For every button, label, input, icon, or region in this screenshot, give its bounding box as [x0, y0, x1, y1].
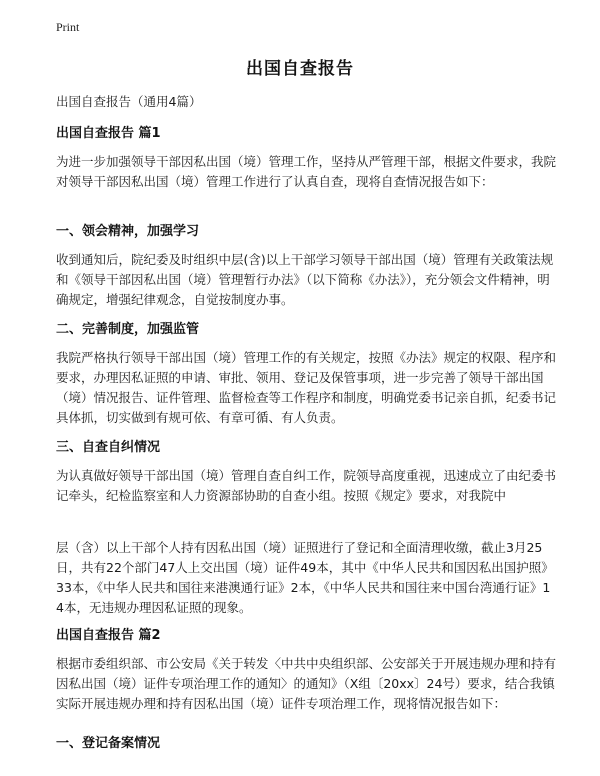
article1-section3-text1: 为认真做好领导干部出国（境）管理自查自纠工作，院领导高度重视，迅速成立了由纪委书记牵头，纪检监察室和人力资源部协助的自查小组。按照《规定》要求，对我院中: [56, 468, 557, 503]
article2-intro: 根据市委组织部、市公安局《关于转发〈中共中央组织部、公安部关于开展违规办理和持有因私出国（境）证件专项治理工作的通知〉的通知》（X组〔20xx〕24号）要求，结合我镇实际开展违规办理和持有因私出国（境）证件专项治理工作，现将情况报告如下：: [56, 656, 557, 711]
article1-section1-text: 收到通知后，院纪委及时组织中层(含)以上干部学习领导干部出国（境）管理有关政策法规和《领导干部因私出国（境）管理暂行办法》（以下简称《办法》），充分领会文件精神，明确规定，增强纪律观念，自觉按制度办事。: [56, 252, 554, 307]
document-subtitle: 出国自查报告（通用4篇）: [56, 94, 202, 109]
article1-section2-text: 我院严格执行领导干部出国（境）管理工作的有关规定，按照《办法》规定的权限、程序和要求，办理因私证照的申请、审批、领用、登记及保管事项，进一步完善了领导干部出国（境）情况报告、证件管理、监督检查等工作程序和制度，明确党委书记亲自抓，纪委书记具体抓，切实做到有规可依、有章可循、有人负责。: [56, 350, 557, 425]
document-title: 出国自查报告: [246, 59, 354, 79]
article1-section3-heading: 三、自查自纠情况: [56, 440, 161, 455]
article1-section1-heading: 一、领会精神，加强学习: [56, 224, 200, 239]
article2-heading: 出国自查报告 篇2: [56, 628, 161, 643]
article1-section3-text2: 层（含）以上干部个人持有因私出国（境）证照进行了登记和全面清理收缴，截止3月25日，共有22个部门47人上交出国（境）证件49本，其中《中华人民共和国因私出国护照》33本，《中华人民共和国往来港澳通行证》2本，《中华人民共和国往来中国台湾通行证》14本，无违规办理因私证照的现象。: [56, 540, 554, 615]
article2-section1-heading: 一、登记备案情况: [56, 736, 161, 751]
article1-heading: 出国自查报告 篇1: [56, 126, 161, 141]
article1-section2-heading: 二、完善制度，加强监管: [56, 322, 200, 337]
article1-intro: 为进一步加强领导干部因私出国（境）管理工作，坚持从严管理干部，根据文件要求，我院对领导干部因私出国（境）管理工作进行了认真自查，现将自查情况报告如下：: [56, 154, 557, 189]
print-label[interactable]: Print: [56, 20, 80, 34]
